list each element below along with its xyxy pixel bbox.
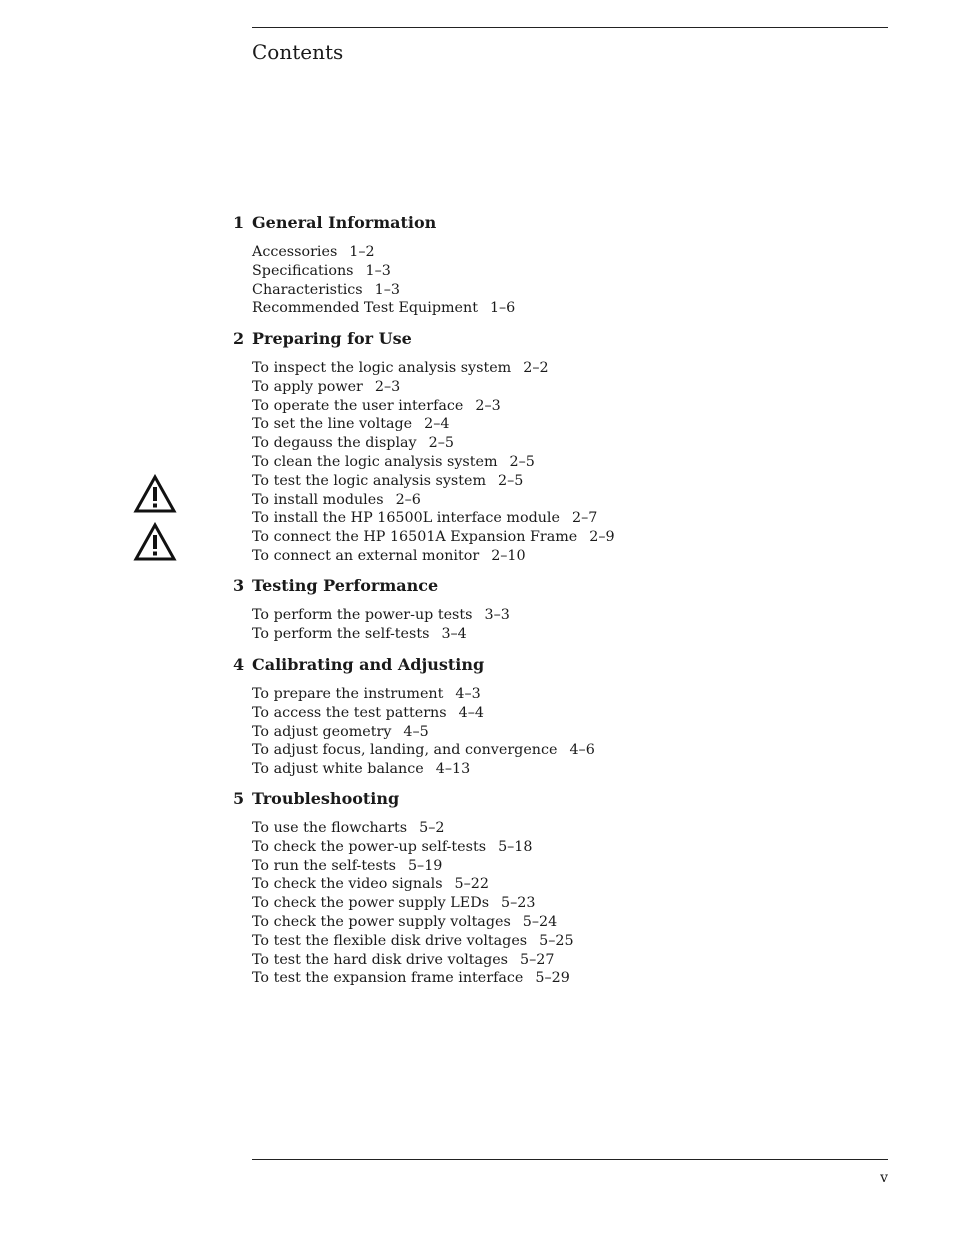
chapter-number: 4 (233, 655, 245, 674)
toc-entry[interactable] (252, 434, 615, 453)
toc-entry[interactable] (252, 528, 615, 547)
toc-entry[interactable] (252, 547, 615, 566)
toc-entry[interactable] (252, 932, 574, 951)
entry-page: 4–5 (403, 723, 429, 740)
chapter-3 (233, 576, 510, 644)
toc-entry[interactable] (252, 819, 574, 838)
chapter-heading (233, 655, 595, 675)
entry-text: To use the flowcharts (252, 820, 408, 836)
toc-entry[interactable] (252, 704, 595, 723)
chapter-heading (233, 576, 510, 596)
entry-list (252, 606, 510, 644)
entry-page: 5–19 (407, 857, 443, 874)
entry-page: 5–24 (522, 913, 558, 930)
toc-entry[interactable] (252, 491, 615, 510)
toc-entry[interactable] (252, 472, 615, 491)
entry-page: 2–6 (395, 491, 421, 508)
entry-text: To degauss the display (252, 435, 417, 452)
toc-entry[interactable] (252, 299, 515, 318)
entry-list (252, 819, 574, 988)
toc-entry[interactable] (252, 969, 574, 988)
entry-page: 2–7 (571, 510, 598, 527)
entry-text: To check the power-up self-tests (252, 838, 487, 855)
warning-triangle-icon (133, 522, 177, 562)
entry-text: To set the line voltage (252, 416, 413, 433)
entry-text: To prepare the instrument (252, 686, 444, 702)
toc-entry[interactable] (252, 281, 515, 300)
entry-page: 5–27 (520, 951, 555, 968)
toc-entry[interactable] (252, 453, 615, 472)
toc-entry[interactable] (252, 857, 574, 876)
toc-entry[interactable] (252, 741, 595, 760)
chapter-1 (233, 213, 515, 318)
entry-page: 1–3 (365, 262, 391, 279)
entry-page: 2–3 (374, 378, 401, 395)
entry-page: 5–2 (419, 820, 445, 836)
entry-page: 3–4 (441, 625, 467, 642)
toc-entry[interactable] (252, 685, 595, 704)
chapter-heading (233, 789, 574, 809)
chapter-title: Testing Performance (252, 576, 439, 595)
toc-entry[interactable] (252, 415, 615, 434)
entry-text: To connect the HP 16501A Expansion Frame (252, 529, 578, 546)
entry-page: 5–18 (498, 838, 533, 855)
chapter-number: 2 (233, 329, 245, 348)
chapter-heading (233, 213, 515, 233)
entry-page: 5–25 (539, 932, 574, 949)
toc-entry[interactable] (252, 951, 574, 970)
entry-page: 1–6 (489, 300, 516, 317)
entry-text: To test the flexible disk drive voltages (252, 932, 528, 949)
entry-text: To clean the logic analysis system (252, 453, 498, 470)
toc-entry[interactable] (252, 625, 510, 644)
entry-text: To run the self-tests (252, 857, 396, 874)
entry-page: 5–23 (501, 895, 536, 912)
entry-page: 3–3 (484, 607, 510, 623)
entry-page: 5–22 (454, 876, 489, 893)
chapter-number: 1 (233, 213, 245, 232)
entry-page: 4–13 (435, 761, 471, 778)
entry-list (252, 359, 615, 566)
chapter-number: 3 (233, 576, 245, 595)
entry-page: 2–9 (589, 529, 615, 546)
entry-page: 4–4 (458, 704, 484, 721)
entry-text: To inspect the logic analysis system (252, 360, 512, 376)
toc-entry[interactable] (252, 606, 510, 625)
top-rule (252, 27, 888, 28)
entry-text: To adjust geometry (252, 723, 392, 740)
toc-entry[interactable] (252, 359, 615, 378)
entry-text: To test the logic analysis system (252, 472, 487, 489)
entry-text: To install the HP 16500L interface module (252, 510, 560, 527)
entry-page: 2–5 (509, 453, 535, 470)
entry-text: Accessories (252, 244, 338, 260)
page-number: v (880, 1170, 888, 1186)
entry-text: To perform the self-tests (252, 625, 430, 642)
entry-text: To apply power (252, 378, 363, 395)
page-title: Contents (252, 40, 344, 64)
chapter-title: Calibrating and Adjusting (252, 655, 485, 674)
toc-entry[interactable] (252, 397, 615, 416)
chapter-title: Preparing for Use (252, 329, 412, 348)
toc-entry[interactable] (252, 262, 515, 281)
entry-page: 2–3 (475, 397, 501, 414)
entry-text: To test the hard disk drive voltages (252, 951, 509, 968)
toc-entry[interactable] (252, 913, 574, 932)
entry-page: 4–3 (455, 686, 481, 702)
entry-text: To adjust white balance (252, 761, 424, 778)
entry-page: 2–10 (491, 547, 526, 564)
entry-text: To perform the power-up tests (252, 607, 473, 623)
chapter-title: Troubleshooting (252, 789, 400, 808)
chapter-heading (233, 329, 615, 349)
chapter-number: 5 (233, 789, 245, 808)
entry-text: To check the video signals (252, 876, 443, 893)
toc-entry[interactable] (252, 760, 595, 779)
chapter-5 (233, 789, 574, 988)
entry-text: To connect an external monitor (252, 547, 480, 564)
chapter-4 (233, 655, 595, 779)
toc-entry[interactable] (252, 875, 574, 894)
chapter-title: General Information (252, 213, 437, 232)
toc-entry[interactable] (252, 723, 595, 742)
entry-text: To test the expansion frame interface (252, 970, 524, 987)
entry-list (252, 243, 515, 318)
entry-text: Characteristics (252, 281, 363, 298)
chapter-2 (233, 329, 615, 566)
toc-entry[interactable] (252, 894, 574, 913)
entry-page: 2–5 (428, 435, 454, 452)
toc-entry[interactable] (252, 243, 515, 262)
entry-list (252, 685, 595, 779)
entry-text: To install modules (252, 491, 384, 508)
entry-page: 2–4 (424, 416, 450, 433)
warning-triangle-icon (133, 474, 177, 514)
entry-page: 4–6 (569, 742, 595, 759)
entry-page: 1–3 (374, 281, 400, 298)
entry-page: 2–2 (523, 360, 549, 376)
bottom-rule (252, 1159, 888, 1160)
entry-page: 2–5 (498, 472, 524, 489)
toc-entry[interactable] (252, 378, 615, 397)
toc-entry[interactable] (252, 838, 574, 857)
entry-text: To operate the user interface (252, 397, 464, 414)
entry-text: To check the power supply LEDs (252, 895, 490, 912)
entry-text: To check the power supply voltages (252, 913, 511, 930)
toc-entry[interactable] (252, 509, 615, 528)
entry-text: To adjust focus, landing, and convergence (252, 742, 558, 759)
entry-text: To access the test patterns (252, 704, 447, 721)
entry-text: Recommended Test Equipment (252, 300, 478, 317)
entry-text: Specifications (252, 262, 354, 279)
entry-page: 1–2 (349, 244, 375, 260)
entry-page: 5–29 (535, 970, 570, 987)
